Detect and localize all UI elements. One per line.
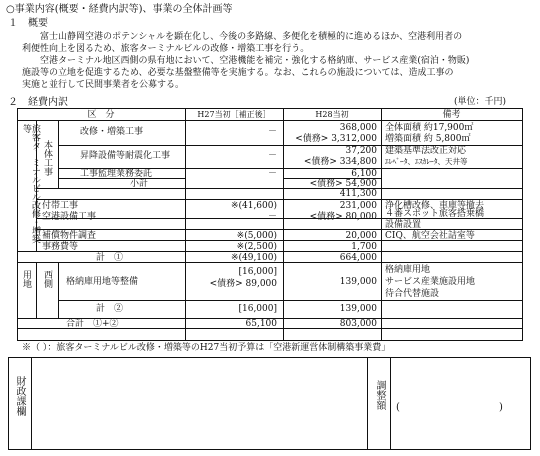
cell-h28-debt: <債務> 80,000 [309,212,377,222]
cell-h28: 37,200 [345,146,377,156]
cell-h28: 231,000 [339,201,377,211]
cell-note: 待合代替施設 [385,289,440,299]
row-label-supervision: 工事監理業務委託 [80,169,153,179]
cell-note: 増築面積 約 5,800㎡ [385,134,471,144]
row-label-compensation: 補償物件調査 [42,231,97,241]
cell-h28: 411,300 [339,189,377,199]
col-header-h28: H28当初 [315,110,349,119]
cell-h27-debt: <債務> 89,000 [209,279,277,289]
cell-h28: 139,000 [339,277,377,287]
group-label-west: 西側 [42,270,52,288]
row-label-renovation: 改修・増築工事 [80,127,144,137]
cell-h27: － [267,151,277,161]
col-header-notes: 備考 [442,110,461,120]
col-header-category: 区 分 [87,110,115,120]
cell-note: 格納庫用地 [385,265,431,275]
finance-section-label: 財政課欄 [14,376,25,416]
cell-h28: 664,000 [339,253,377,263]
row-label-subtotal: 小計 [130,179,149,189]
cell-note: 全体面積 約17,900㎡ [385,123,474,133]
cell-note: サービス産業施設用地 [385,277,476,287]
cell-h28: 20,000 [345,231,377,241]
overview-line: 富士山静岡空港のポテンシャルを顕在化し、今後の多路線、多便化を積極的に進めるほか、空港利用者の [40,32,463,42]
cell-h27: － [267,212,277,222]
row-label-airport-equipment: 空港設備工事 [42,212,97,222]
overview-heading: １ 概要 [8,18,48,29]
col-header-h27: H27当初［補正後］ [197,110,271,119]
cell-h27: 65,100 [245,319,277,329]
cell-note: CIQ、航空会社詰室等 [385,231,475,241]
overview-line: 空港ターミナル地区西側の県有地において、空港機能を補完・強化する格納庫、サービス産業(宿泊・物販) [40,56,470,66]
row-label-total-1: 計 ① [96,253,124,263]
row-label-elevator: 昇降設備等耐震化工事 [80,151,171,161]
costs-heading: ２ 経費内訳 [8,97,68,108]
cell-h28: 6,100 [351,169,377,179]
bracket-open: ( [396,402,400,413]
cell-h28: 1,700 [351,242,377,252]
overview-line: 実施と並行して民間事業者を公募する。 [22,80,185,90]
cell-h27: ※(41,600) [230,201,277,211]
group-label-main-works: 本体工事 [42,140,52,176]
footnote: ※（ ）：旅客ターミナルビル改修・増築等のH27当初予算は「空港新運営体制構築事業費」 [22,343,391,353]
cell-h28-debt: <債務> 334,800 [303,157,377,167]
cell-note: 設備設置 [385,220,422,230]
overview-line: 施設等の立地を促進するため、必要な基盤整備等を実施する。なお、これらの施設については、造成工事の [22,68,454,78]
row-label-hangar-land: 格納庫用地等整備 [66,277,139,287]
overview-line: 利便性向上を図るため、旅客ターミナルビルの改修・增築工事を行う。 [22,44,310,54]
bracket-close: ) [499,402,503,413]
cell-h28: 803,000 [339,319,377,329]
cell-h28: 139,000 [339,304,377,314]
cell-h27: ※(49,100) [230,253,277,263]
cell-h27: ※(2,500) [236,242,277,252]
row-label-ancillary: 付帯工事 [42,201,79,211]
group-label-land: 用地 [21,270,31,288]
group-label-terminal: 旅客ターミナルビル改修・増築等 [21,124,40,243]
cell-note: 建築基準法改正対応 [385,146,467,156]
cell-note: ４番スポット旅客搭乗橋 [385,209,485,219]
unit-label: (単位：千円) [454,97,507,107]
cell-h27: － [267,169,277,179]
cell-note: 浄化槽改修、車庫等撤去 [385,201,485,211]
cell-h27: ※(5,000) [236,231,277,241]
row-label-grand-total: 合計 ①+② [66,319,119,329]
row-label-total-2: 計 ② [96,304,124,314]
cell-h27: [16,000] [238,267,277,277]
cell-h28: 368,000 [339,123,377,133]
adjustment-label: 調整額 [374,380,385,410]
cell-h27: － [267,127,277,137]
cell-note: ｴﾚﾍﾞｰﾀ、ｴｽｶﾚｰﾀ、天井等 [385,157,468,166]
cell-h28-debt: <債務> 54,900 [309,179,377,189]
row-label-office-expenses: 事務費等 [42,242,79,252]
cell-h27: [16,000] [238,304,277,314]
cell-h28-debt: <債務> 3,312,000 [295,134,377,144]
document-title: ○事業内容(概要・経費内訳等)、事業の全体計画等 [6,4,233,15]
